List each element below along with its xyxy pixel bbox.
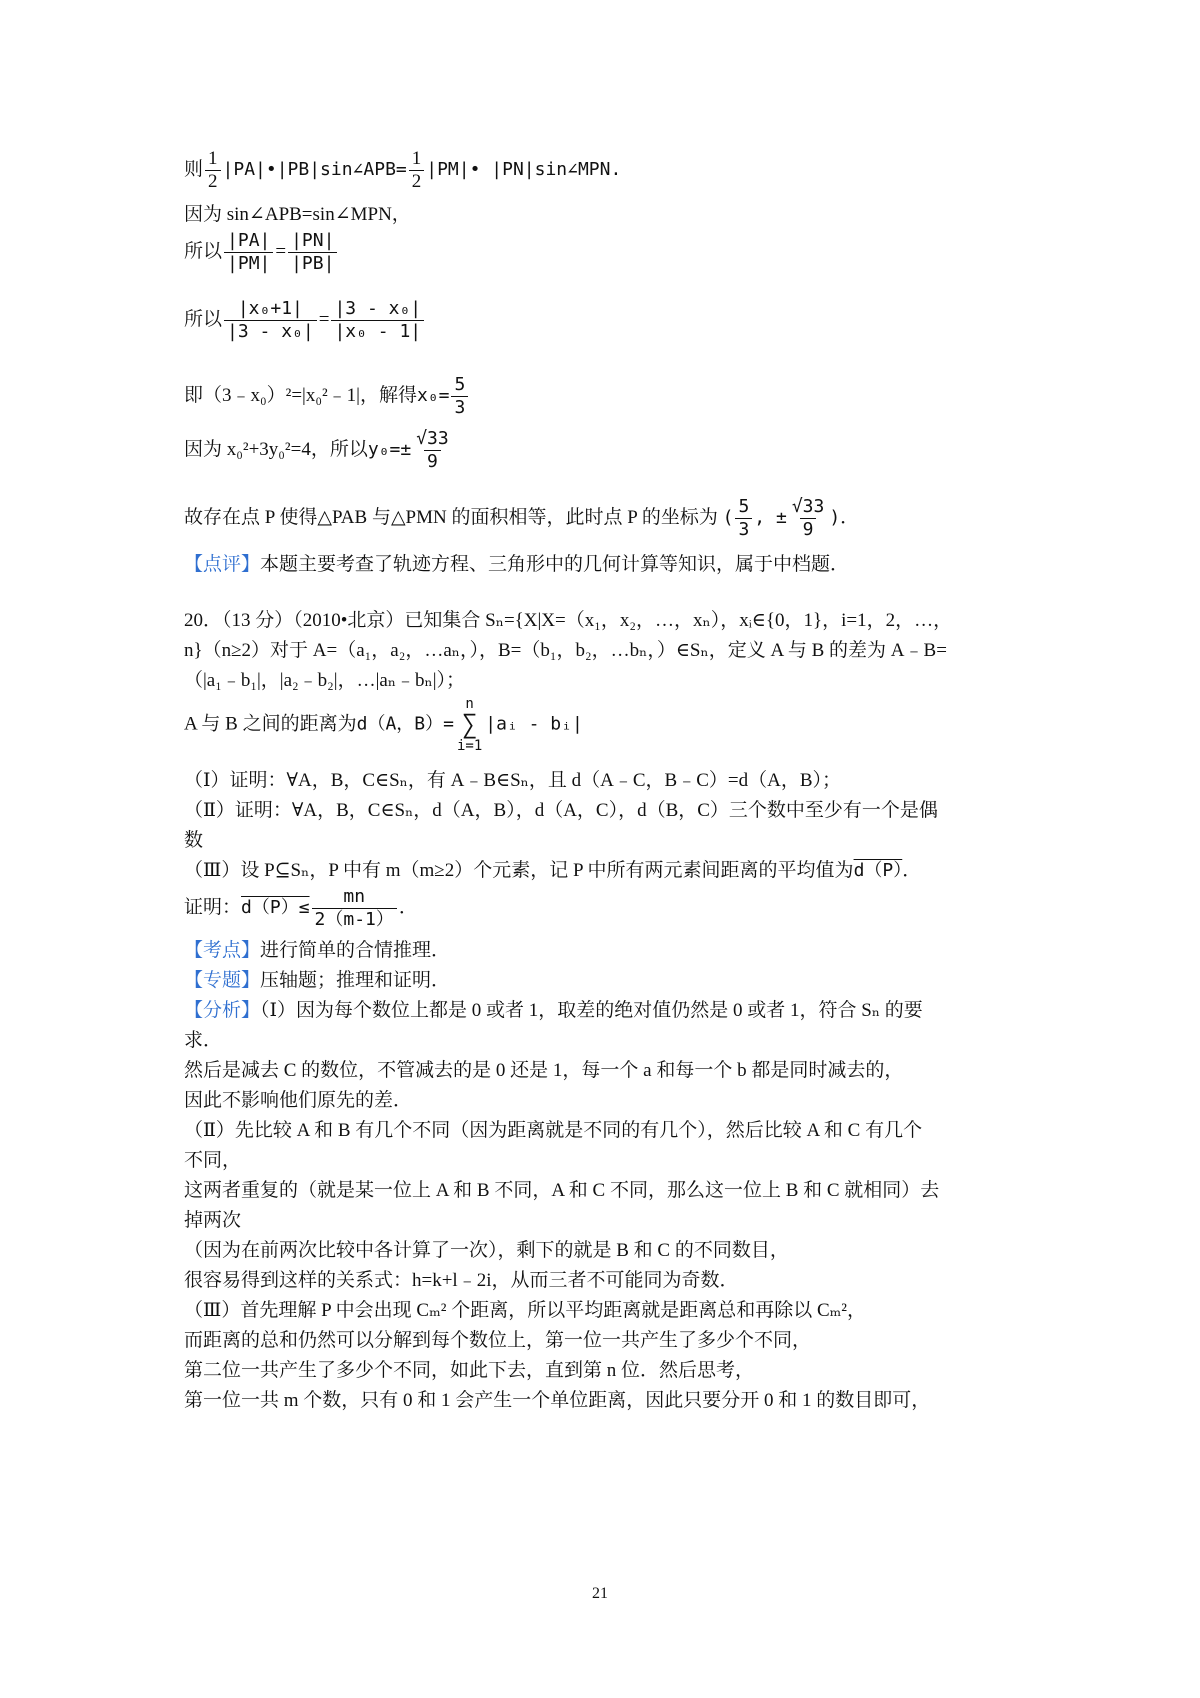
spacer [184, 580, 1034, 606]
text-fragment: （Ⅲ）设 P⊆Sₙ，P 中有 m（m≥2）个元素，记 P 中所有两元素间距离的平均值为 [184, 860, 854, 881]
paren: ) [829, 506, 841, 528]
fraction-denominator: |3 - x₀| [224, 320, 317, 343]
fraction-denominator: 2（m-1） [312, 908, 397, 931]
text-fragment: A 与 B 之间的距离为 [184, 713, 357, 735]
text-fragment: 故存在点 P 使得△PAB 与△PMN 的面积相等，此时点 P 的坐标为 [184, 506, 718, 528]
fraction-half [409, 148, 425, 193]
page-number: 21 [592, 1585, 608, 1602]
question-20-line-1: 20．（13 分）（2010•北京）已知集合 Sₙ={X|X=（x₁，x₂，…，xₙ），xᵢ∈{0，1}，i=1，2，…， [184, 610, 953, 631]
period: ． [840, 506, 860, 528]
formula-text: d（P） [853, 860, 903, 881]
analysis-line-9: （因为在前两次比较中各计算了一次），剩下的就是 B 和 C 的不同数目， [184, 1240, 789, 1261]
analysis-line-1 [184, 996, 1034, 1026]
fraction-numerator: |3 - x₀| [334, 298, 422, 319]
fraction-denominator: |x₀ - 1| [331, 320, 424, 343]
comment-tag: 【点评】 [184, 554, 261, 575]
equals-sign: = [318, 308, 330, 330]
fraction-numerator: mn [343, 886, 366, 907]
analysis-line-6: 不同， [184, 1150, 242, 1171]
fraction-denominator: 9 [800, 518, 817, 541]
part-2-statement-cont: 数 [184, 830, 204, 851]
analysis-tag: 【分析】 [184, 1000, 261, 1021]
formula-text: |PM|• |PN|sin∠MPN. [426, 158, 622, 180]
topic-text: 压轴题；推理和证明． [260, 970, 451, 991]
solve-x0-line [184, 374, 1034, 428]
fraction-numerator: 5 [738, 496, 750, 517]
analysis-line-14: 第一位一共 m 个数，只有 0 和 1 会产生一个单位距离，因此只要分开 0 和 1 的数目即可， [184, 1390, 931, 1411]
sum-upper-limit: n [465, 696, 474, 712]
text-fragment: 证明： [184, 896, 242, 918]
formula-text: x₀= [416, 384, 450, 406]
analysis-line-5: （Ⅱ）先比较 A 和 B 有几个不同（因为距离就是不同的有几个），然后比较 A 和 C 有几个 [184, 1120, 923, 1141]
area-equation-line [184, 148, 1034, 200]
formula-text: |aᵢ - bᵢ| [485, 713, 583, 735]
formula-text: d（P）≤ [241, 896, 310, 918]
comment-line [184, 550, 1034, 580]
solution-content [184, 148, 1034, 1416]
text-fragment: 即（3﹣x₀）²=|x₀²﹣1|，解得 [184, 384, 417, 406]
sigma-symbol: ∑ [461, 710, 478, 740]
analysis-line-8: 掉两次 [184, 1210, 242, 1231]
analysis-line-13: 第二位一共产生了多少个不同，如此下去，直到第 n 位．然后思考， [184, 1360, 755, 1381]
solve-y0-line [184, 428, 1034, 482]
part-1-statement: （Ⅰ）证明：∀A，B，C∈Sₙ，有 A﹣B∈Sₙ，且 d（A﹣C，B﹣C）=d（A，B）； [184, 770, 841, 791]
analysis-line-10: 很容易得到这样的关系式：h=k+l﹣2i，从而三者不可能同为奇数． [184, 1270, 739, 1291]
fraction-numerator: 5 [454, 374, 466, 395]
summation [457, 696, 482, 754]
fraction [224, 298, 317, 343]
fraction-denominator: |PB| [288, 252, 337, 275]
spacer [184, 284, 1034, 298]
fraction-denominator: 3 [735, 518, 752, 541]
distance-definition-line [184, 696, 1034, 766]
sum-lower-limit: i=1 [456, 738, 483, 754]
analysis-text: （Ⅰ）因为每个数位上都是 0 或者 1，取差的绝对值仍然是 0 或者 1，符合 Sₙ 的要 [260, 1000, 923, 1021]
fraction-numerator: |PN| [291, 230, 335, 251]
text-fragment: 所以 [184, 240, 223, 262]
fraction [735, 496, 752, 541]
fraction [451, 374, 468, 419]
formula-text: y₀=± [367, 438, 412, 460]
equals-sign: = [275, 240, 287, 262]
fraction [413, 428, 452, 473]
period: ． [902, 860, 922, 881]
fraction-numerator: |x₀+1| [237, 298, 303, 319]
part-3-statement [184, 856, 1034, 886]
question-20-line-3: （|a₁﹣b₁|，|a₂﹣b₂|，…|aₙ﹣bₙ|）； [184, 670, 466, 691]
comment-text: 本题主要考查了轨迹方程、三角形中的几何计算等知识，属于中档题． [260, 554, 850, 575]
fraction-numerator: 1 [411, 148, 422, 169]
topic-line [184, 966, 1034, 996]
fraction-denominator: 3 [451, 396, 468, 419]
analysis-line-12: 而距离的总和仍然可以分解到每个数位上，第一位一共产生了多少个不同， [184, 1330, 812, 1351]
paren: ( [722, 506, 734, 528]
sin-equality-line: 因为 sin∠APB=sin∠MPN， [184, 204, 411, 225]
fraction [312, 886, 397, 931]
separator: , ± [754, 506, 787, 528]
fraction-half [205, 148, 221, 193]
knowledge-text: 进行简单的合情推理． [260, 940, 451, 961]
question-20-line-2: n}（n≥2）对于 A=（a₁，a₂，…aₙ，），B=（b₁，b₂，…bₙ，）∈Sₙ，定义 A 与 B 的差为 A﹣B= [184, 640, 947, 661]
topic-tag: 【专题】 [184, 970, 261, 991]
ratio-line-2 [184, 298, 1034, 360]
knowledge-point-line [184, 936, 1034, 966]
formula-text: |PA|•|PB|sin∠APB= [222, 158, 407, 180]
part-3-proof-goal [184, 886, 1034, 936]
text-fragment: 则 [184, 158, 204, 180]
text-fragment: 因为 x₀²+3y₀²=4，所以 [184, 438, 368, 460]
fraction-numerator: 1 [208, 148, 218, 169]
part-2-statement: （Ⅱ）证明：∀A，B，C∈Sₙ，d（A，B），d（A，C），d（B，C）三个数中至少有一个是偶 [184, 800, 938, 821]
fraction [789, 496, 828, 541]
fraction-denominator: 9 [424, 450, 441, 473]
ratio-line-1 [184, 230, 1034, 284]
fraction-denominator: 2 [409, 170, 425, 193]
fraction-denominator: |PM| [224, 252, 273, 275]
spacer [184, 482, 1034, 496]
analysis-line-11: （Ⅲ）首先理解 P 中会出现 Cₘ² 个距离，所以平均距离就是距离总和再除以 Cₘ²， [184, 1300, 866, 1321]
analysis-line-7: 这两者重复的（就是某一位上 A 和 B 不同，A 和 C 不同，那么这一位上 B 和 C 就相同）去 [184, 1180, 940, 1201]
analysis-line-2: 求． [184, 1030, 223, 1051]
conclusion-line [184, 496, 1034, 550]
fraction-numerator: √33 [791, 496, 825, 517]
text-fragment: 所以 [184, 308, 223, 330]
fraction-numerator: |PA| [227, 230, 271, 251]
analysis-line-4: 因此不影响他们原先的差． [184, 1090, 413, 1111]
fraction [331, 298, 424, 343]
fraction-denominator: 2 [205, 170, 221, 193]
fraction [224, 230, 273, 275]
period: ． [398, 896, 418, 918]
fraction-numerator: √33 [416, 428, 449, 449]
formula-text: d（A，B）= [356, 713, 454, 735]
spacer [184, 360, 1034, 374]
analysis-line-3: 然后是减去 C 的数位，不管减去的是 0 还是 1，每一个 a 和每一个 b 都是同时减去的， [184, 1060, 904, 1081]
fraction [288, 230, 337, 275]
knowledge-tag: 【考点】 [184, 940, 261, 961]
